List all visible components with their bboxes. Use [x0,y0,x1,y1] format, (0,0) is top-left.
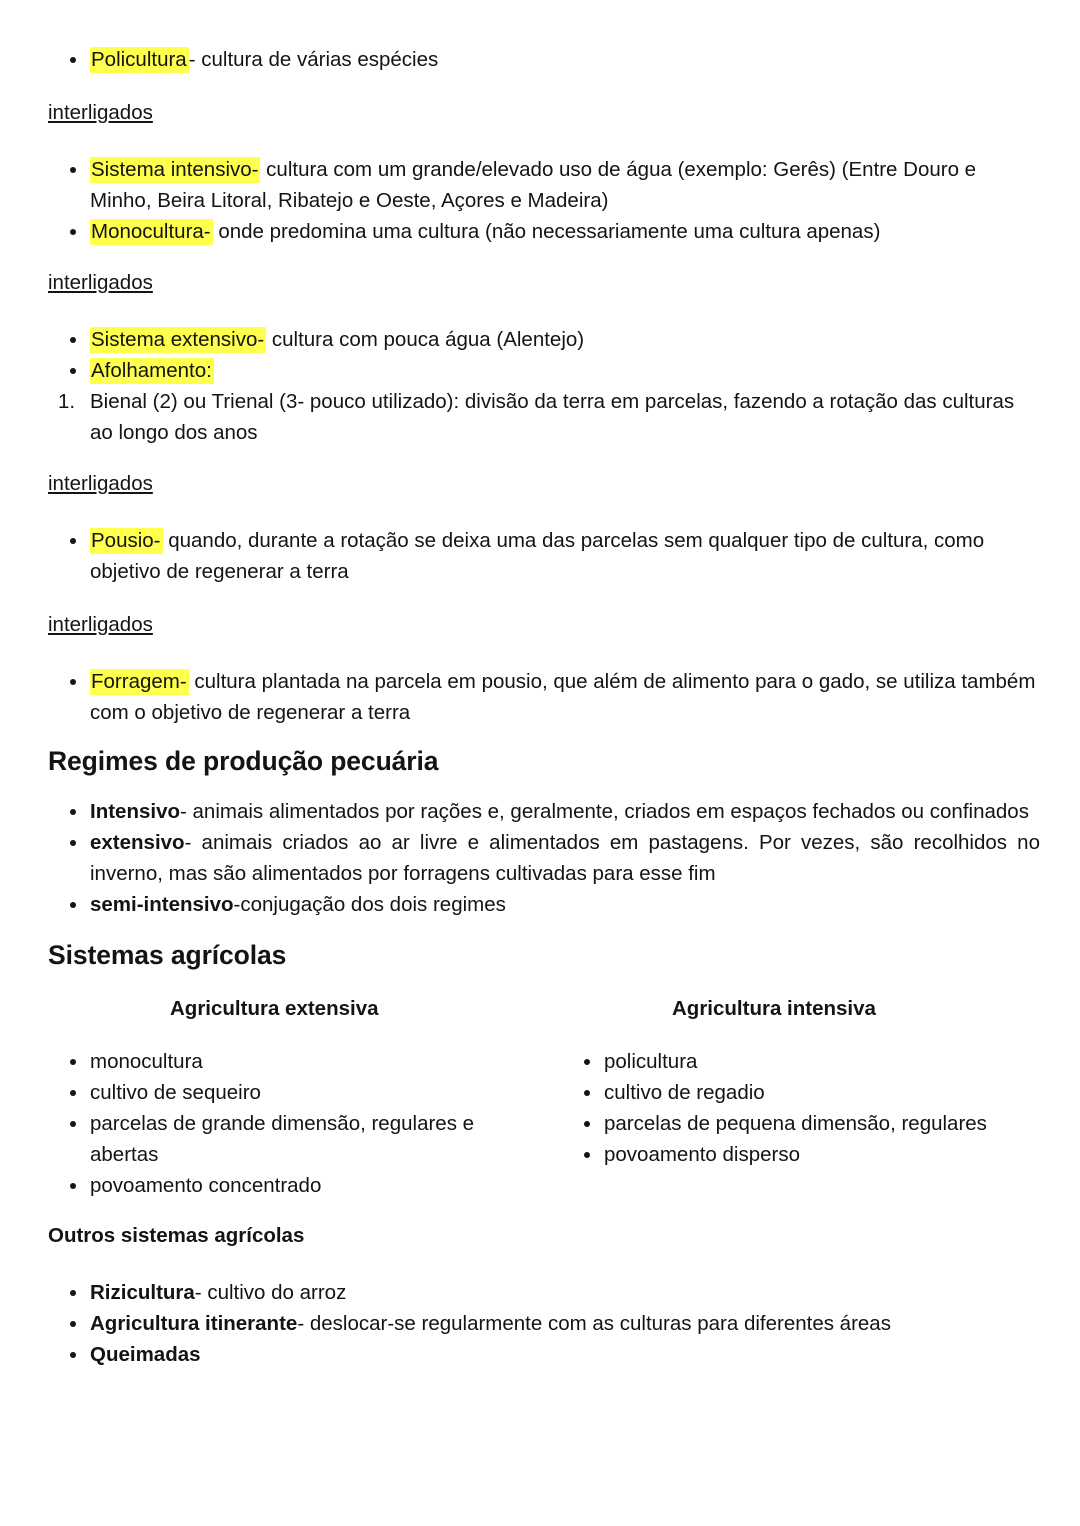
list-item [48,827,1040,889]
list-item: policultura [562,1046,1040,1077]
list-outros-sistemas [48,1277,1040,1370]
term-definition: -conjugação dos dois regimes [233,893,506,916]
spacer [48,448,1040,468]
term-definition: onde predomina uma cultura (não necessariamente uma cultura apenas) [212,220,881,243]
spacer [48,1024,544,1046]
list-item [48,355,1040,386]
highlighted-term: Policultura [91,48,187,71]
list-item: parcelas de grande dimensão, regulares e abertas [48,1108,544,1170]
highlighted-term: Forragem- [91,670,187,693]
term-definition: quando, durante a rotação se deixa uma das parcelas sem qualquer tipo de cultura, como objetivo de regenerar a terra [90,529,985,583]
highlighted-term: Monocultura- [91,220,211,243]
spacer [48,920,1040,938]
spacer [562,1024,1040,1046]
list-item: parcelas de pequena dimensão, regulares [562,1108,1040,1139]
term-label: Agricultura itinerante [90,1312,298,1335]
comparison-table [48,994,1040,1201]
list-forragem [48,666,1040,728]
term-definition: - animais criados ao ar livre e alimentados em pastagens. Por vezes, são recolhidos no inverno, mas são alimentados por forragens cultivadas para esse fim [90,831,1040,885]
spacer [48,728,1040,744]
list-agricultura-extensiva [48,1046,544,1201]
list-afolhamento-numbered [48,386,1040,448]
list-item: povoamento concentrado [48,1170,544,1201]
interligados-label-3: interligados [48,472,153,495]
list-policultura [48,44,1040,75]
term-definition: - cultivo do arroz [194,1281,347,1304]
term-label: Intensivo [90,800,180,823]
term-label: extensivo [90,831,185,854]
spacer [48,778,1040,796]
list-item: cultivo de sequeiro [48,1077,544,1108]
list-item: cultivo de regadio [562,1077,1040,1108]
heading-regimes-producao-pecuaria: Regimes de produção pecuária [48,746,439,776]
spacer [48,640,1040,666]
spacer [48,972,1040,994]
column-agricultura-extensiva [48,994,544,1201]
column-header: Agricultura extensiva [170,997,379,1020]
spacer [48,298,1040,324]
term-definition: - cultura de várias espécies [188,48,439,71]
highlighted-term: Afolhamento: [91,359,212,382]
spacer [48,75,1040,97]
list-item [48,44,1040,75]
list-item [48,666,1040,728]
term-definition: - deslocar-se regularmente com as culturas para diferentes áreas [297,1312,891,1335]
heading-outros-sistemas-agricolas: Outros sistemas agrícolas [48,1224,305,1247]
spacer [48,587,1040,609]
list-item: Bienal (2) ou Trienal (3- pouco utilizado): divisão da terra em parcelas, fazendo a rotação das culturas ao longo dos anos [90,390,1015,444]
highlighted-term: Sistema extensivo- [91,328,265,351]
list-item [48,1339,1040,1370]
list-pousio [48,525,1040,587]
column-agricultura-intensiva [544,994,1040,1201]
highlighted-term: Sistema intensivo- [91,158,259,181]
term-label: Queimadas [90,1343,201,1366]
term-definition: cultura plantada na parcela em pousio, que além de alimento para o gado, se utiliza também com o objetivo de regenerar a terra [90,670,1036,724]
list-item [48,889,1040,920]
list-item: monocultura [48,1046,544,1077]
list-regimes-pecuaria [48,796,1040,920]
list-agricultura-intensiva [562,1046,1040,1170]
column-header: Agricultura intensiva [672,997,876,1020]
list-item: povoamento disperso [562,1139,1040,1170]
spacer [48,128,1040,154]
interligados-label-1: interligados [48,101,153,124]
heading-sistemas-agricolas: Sistemas agrícolas [48,940,287,970]
list-sistema-extensivo [48,324,1040,386]
term-label: semi-intensivo [90,893,234,916]
list-item [48,1308,1040,1339]
term-label: Rizicultura [90,1281,195,1304]
list-item [48,525,1040,587]
list-item [48,1277,1040,1308]
spacer [48,1201,1040,1221]
spacer [48,247,1040,267]
spacer [48,1251,1040,1277]
list-item [48,154,1040,216]
interligados-label-2: interligados [48,271,153,294]
list-item [48,324,1040,355]
interligados-label-4: interligados [48,613,153,636]
term-definition: - animais alimentados por rações e, geralmente, criados em espaços fechados ou confinados [180,800,1029,823]
list-item [48,216,1040,247]
spacer [48,499,1040,525]
list-sistemas-intensivos [48,154,1040,247]
list-item [48,796,1040,827]
term-definition: cultura com pouca água (Alentejo) [266,328,585,351]
term-definition: cultura com um grande/elevado uso de água (exemplo: Gerês) (Entre Douro e Minho, Beira Litoral, Ribatejo e Oeste, Açores e Madeira) [90,158,977,212]
highlighted-term: Pousio- [91,529,161,552]
